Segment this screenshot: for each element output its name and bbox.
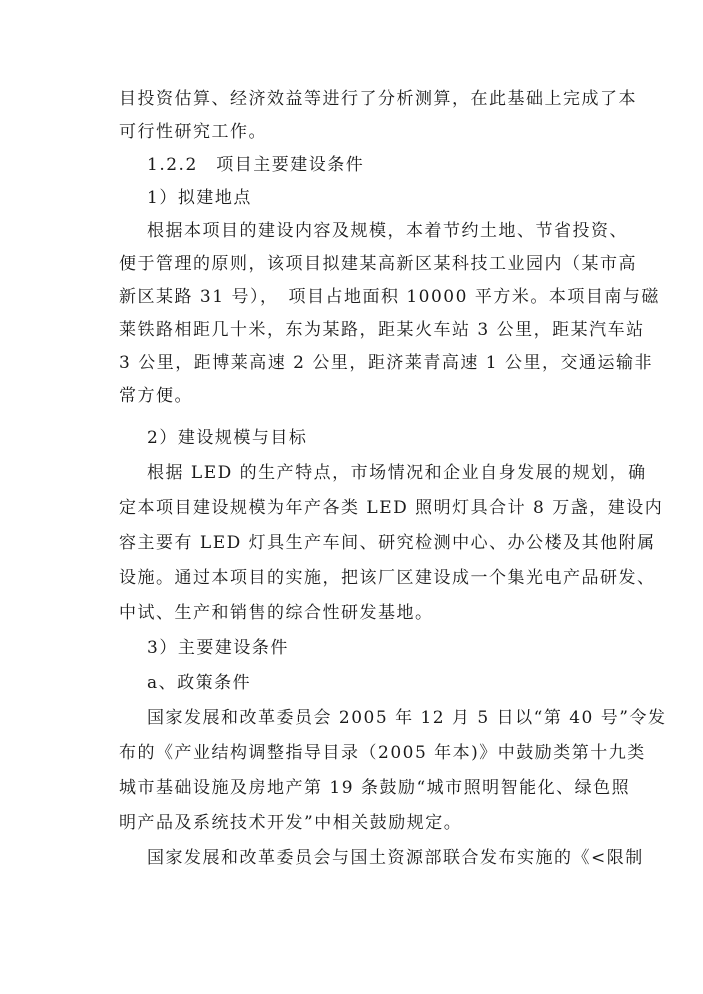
paragraph-line: 3 公里，距博莱高速 2 公里，距济莱青高速 1 公里，交通运输非 — [119, 353, 653, 373]
paragraph-line: 新区某路 31 号）， 项目占地面积 10000 平方米。本项目南与磁 — [119, 287, 660, 307]
paragraph-line: 根据 LED 的生产特点，市场情况和企业自身发展的规划，确 — [147, 463, 647, 483]
paragraph-line: 常方便。 — [119, 386, 193, 406]
paragraph-line: 可行性研究工作。 — [119, 122, 267, 142]
subsection-heading: 2）建设规模与目标 — [147, 428, 308, 448]
paragraph-line: 便于管理的原则，该项目拟建某高新区某科技工业园内（某市高 — [119, 254, 637, 274]
paragraph-line: 定本项目建设规模为年产各类 LED 照明灯具合计 8 万盏，建设内 — [119, 498, 664, 518]
paragraph-line: 城市基础设施及房地产第 19 条鼓励“城市照明智能化、绿色照 — [119, 778, 631, 798]
paragraph-line: 容主要有 LED 灯具生产车间、研究检测中心、办公楼及其他附属 — [119, 533, 656, 553]
subsection-heading: a、政策条件 — [147, 673, 252, 693]
paragraph-line: 明产品及系统技术开发”中相关鼓励规定。 — [119, 813, 463, 833]
paragraph-line: 布的《产业结构调整指导目录（2005 年本)》中鼓励类第十九类 — [119, 743, 646, 763]
paragraph-line: 目投资估算、经济效益等进行了分析测算，在此基础上完成了本 — [119, 89, 637, 109]
section-heading: 1.2.2 项目主要建设条件 — [147, 155, 365, 175]
paragraph-line: 根据本项目的建设内容及规模，本着节约土地、节省投资、 — [147, 221, 628, 241]
paragraph-line: 国家发展和改革委员会 2005 年 12 月 5 日以“第 40 号”令发 — [147, 708, 667, 728]
paragraph-line: 莱铁路相距几十米，东为某路，距某火车站 3 公里，距某汽车站 — [119, 320, 645, 340]
paragraph-line: 中试、生产和销售的综合性研发基地。 — [119, 603, 434, 623]
paragraph-line: 设施。通过本项目的实施，把该厂区建设成一个集光电产品研发、 — [119, 568, 656, 588]
subsection-heading: 3）主要建设条件 — [147, 638, 289, 658]
subsection-heading: 1）拟建地点 — [147, 188, 252, 208]
paragraph-line: 国家发展和改革委员会与国土资源部联合发布实施的《<限制 — [147, 848, 644, 868]
